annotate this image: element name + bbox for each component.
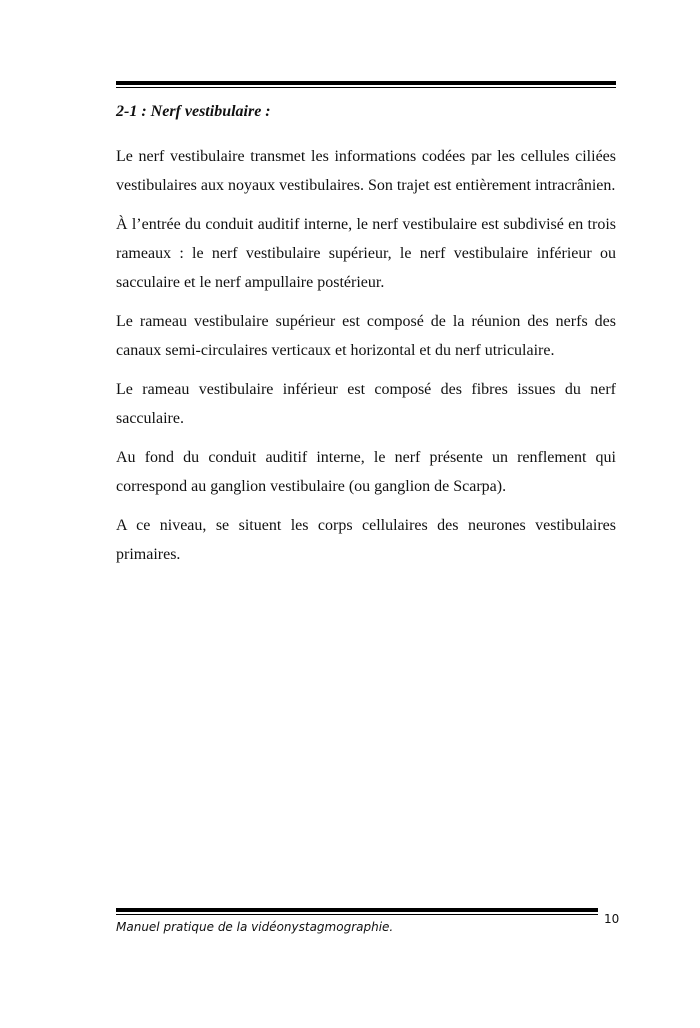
header-double-rule xyxy=(116,81,616,90)
page-number: 10 xyxy=(604,912,620,926)
paragraph-2: À l’entrée du conduit auditif interne, le nerf vestibulaire est subdivisé en trois rameaux : le nerf vestibulaire supérieur, le nerf vestibulaire inférieur ou sacculaire et le nerf ampullaire postérieur. xyxy=(116,216,616,291)
paragraph-5: Au fond du conduit auditif interne, le nerf présente un renflement qui correspond au ganglion vestibulaire (ou ganglion de Scarpa). xyxy=(116,449,616,495)
paragraph-1: Le nerf vestibulaire transmet les informations codées par les cellules ciliées vestibulaires aux noyaux vestibulaires. Son trajet est entièrement intracrânien. xyxy=(116,148,616,194)
paragraph-6: A ce niveau, se situent les corps cellulaires des neurones vestibulaires primaires. xyxy=(116,517,616,563)
footer-rule-thin xyxy=(116,914,598,915)
footer-double-rule xyxy=(116,908,598,916)
paragraph-3: Le rameau vestibulaire supérieur est composé de la réunion des nerfs des canaux semi-circulaires verticaux et horizontal et du nerf utriculaire. xyxy=(116,313,616,359)
footer-text: Manuel pratique de la vidéonystagmographie. xyxy=(116,920,394,934)
header-rule-thin xyxy=(116,87,616,88)
header-rule-thick xyxy=(116,81,616,85)
page-content xyxy=(116,100,616,579)
paragraph-4: Le rameau vestibulaire inférieur est composé des fibres issues du nerf sacculaire. xyxy=(116,381,616,427)
section-title: 2-1 : Nerf vestibulaire : xyxy=(116,103,271,120)
footer-rule-thick xyxy=(116,908,598,912)
